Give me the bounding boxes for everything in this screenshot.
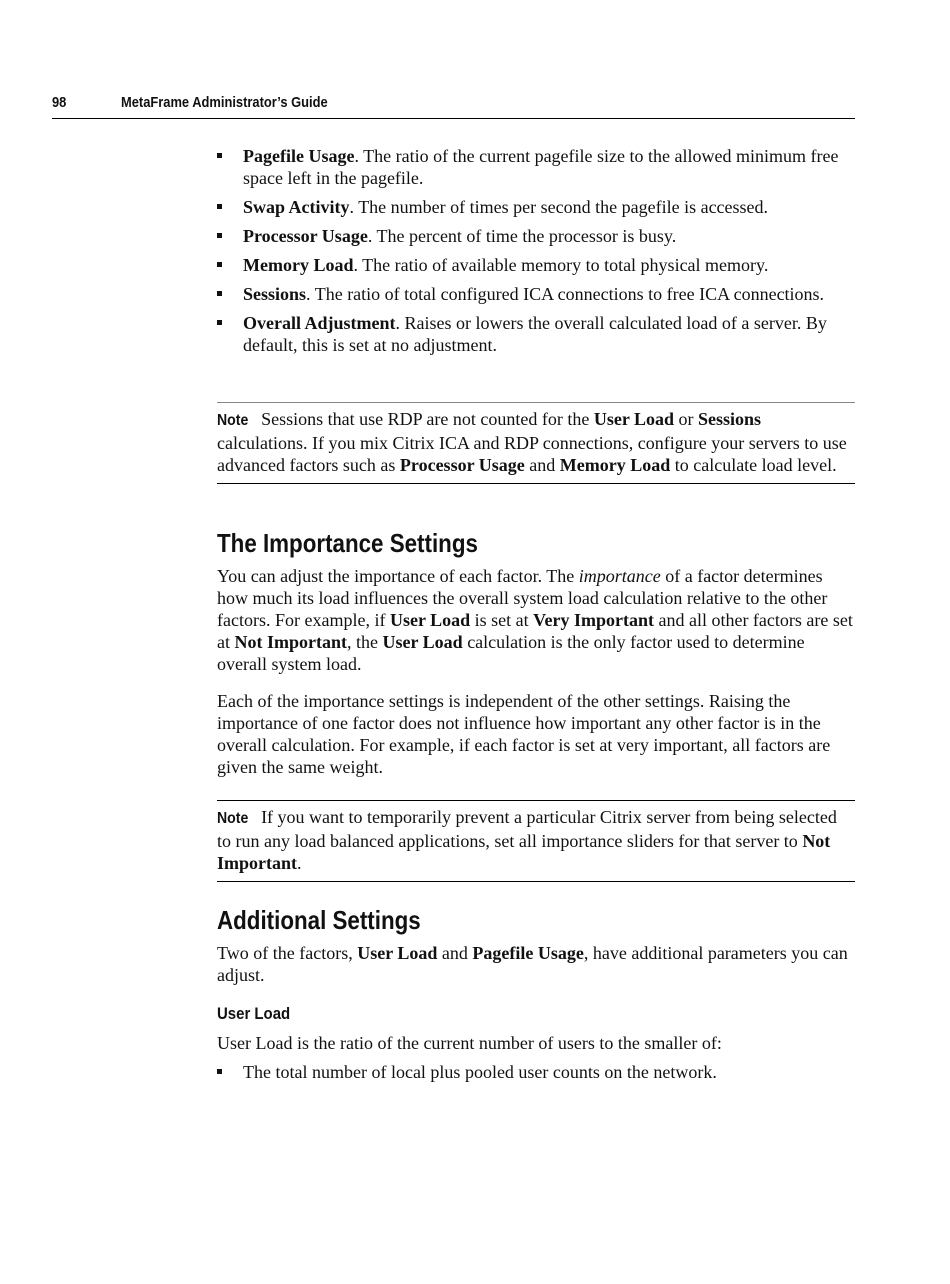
list-item (217, 145, 857, 189)
text-run: of a factor determines how much its load influences the overall system load calculation relative to the other factors. For example, if (217, 566, 828, 630)
user-load-list (217, 1061, 857, 1090)
note-term: Memory Load (559, 455, 671, 475)
page-header (52, 92, 855, 119)
text-run: Two of the factors, (217, 943, 358, 963)
note-sliders (217, 800, 855, 882)
note-text: If you want to temporarily prevent a particular Citrix server from being selected to run any load balanced applications, set all importance sliders for that server to (217, 807, 837, 851)
text-run: calculation is the only factor used to determine overall system load. (217, 632, 805, 674)
bullet-marker (217, 204, 222, 209)
note-label: Note (217, 412, 249, 429)
note-label: Note (217, 810, 249, 827)
bullet-marker (217, 262, 222, 267)
note-text: calculations. If you mix Citrix ICA and RDP connections, configure your servers to use advanced factors such as (217, 433, 847, 475)
list-item (217, 283, 857, 305)
list-item-term: Swap Activity (243, 197, 350, 217)
list-item-term: Memory Load (243, 255, 354, 275)
list-item (217, 1061, 857, 1083)
list-item (217, 254, 857, 276)
section-heading-importance: The Importance Settings (217, 528, 478, 558)
section-heading-additional: Additional Settings (217, 905, 421, 935)
note-text: to calculate load level. (670, 455, 837, 475)
bullet-marker (217, 233, 222, 238)
text-run: and all other factors are set at (217, 610, 853, 652)
list-item-term: Pagefile Usage (243, 146, 355, 166)
factor-list (217, 145, 857, 363)
text-run: User Load (389, 610, 471, 630)
text-run: You can adjust the importance of each factor. The (217, 566, 579, 586)
note-term: User Load (593, 409, 675, 429)
importance-paragraph-2: Each of the importance settings is independent of the other settings. Raising the importance of one factor does not influence how important any other factor is in the overall calculation. For example, if each factor is set at very important, all factors are given the same weight. (217, 691, 831, 777)
text-run: User Load (357, 943, 438, 963)
list-item-text: . The ratio of the current pagefile size to the allowed minimum free space left in the pagefile. (243, 146, 839, 188)
bullet-marker (217, 1069, 222, 1074)
text-run: User Load (382, 632, 463, 652)
text-run: Very Important (533, 610, 654, 630)
note-text: . (297, 853, 302, 873)
running-title: MetaFrame Administrator’s Guide (121, 94, 328, 111)
list-item-text: . Raises or lowers the overall calculated load of a server. By default, this is set at no adjustment. (243, 313, 827, 355)
list-item (217, 312, 857, 356)
list-item-text: . The ratio of available memory to total physical memory. (353, 255, 769, 275)
text-run: is set at (470, 610, 534, 630)
list-item-term: Sessions (243, 284, 307, 304)
note-term: Sessions (698, 409, 762, 429)
text-run: , have additional parameters you can adjust. (217, 943, 848, 985)
note-text: Sessions that use RDP are not counted for the (256, 409, 594, 429)
list-item-text: . The ratio of total configured ICA connections to free ICA connections. (306, 284, 825, 304)
bullet-marker (217, 320, 222, 325)
list-item-term: Overall Adjustment (243, 313, 396, 333)
importance-paragraph-1 (217, 565, 857, 675)
note-term: Not Important (217, 831, 831, 873)
list-item (217, 225, 857, 247)
text-run: and (437, 943, 473, 963)
list-item-text: . The percent of time the processor is busy. (367, 226, 677, 246)
text-run: Pagefile Usage (472, 943, 584, 963)
list-item-text: . The number of times per second the pagefile is accessed. (349, 197, 769, 217)
note-text: or (674, 409, 699, 429)
text-run: Not Important (234, 632, 347, 652)
page-number: 98 (52, 94, 67, 111)
list-item-text: The total number of local plus pooled user counts on the network. (243, 1062, 717, 1082)
subheading-user-load: User Load (217, 1004, 291, 1023)
bullet-marker (217, 153, 222, 158)
additional-paragraph (217, 942, 857, 986)
note-rdp (217, 402, 855, 484)
text-run: importance (578, 566, 661, 586)
note-term: Processor Usage (399, 455, 525, 475)
user-load-paragraph: User Load is the ratio of the current number of users to the smaller of: (217, 1033, 722, 1053)
text-run: , the (347, 632, 383, 652)
list-item-term: Processor Usage (243, 226, 368, 246)
note-text: and (524, 455, 560, 475)
bullet-marker (217, 291, 222, 296)
list-item (217, 196, 857, 218)
